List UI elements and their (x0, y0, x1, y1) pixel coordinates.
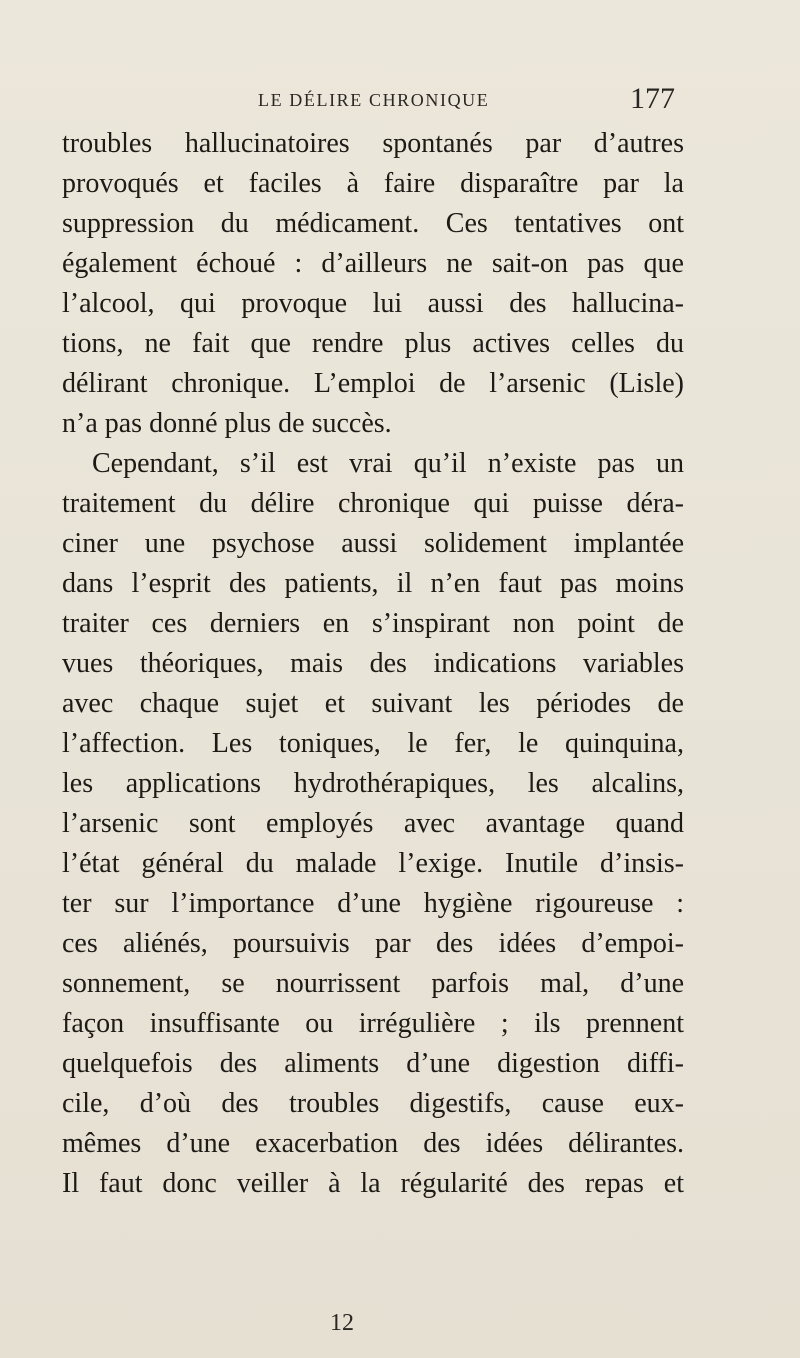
signature-mark: 12 (330, 1310, 354, 1336)
body-text (62, 124, 684, 1204)
page-number: 177 (630, 82, 675, 115)
text-line: également échoué : d’ailleurs ne sait-on pas que (62, 248, 684, 279)
text-line: vues théoriques, mais des indications variables (62, 648, 684, 679)
text-line: traiter ces derniers en s’inspirant non point de (62, 608, 684, 639)
text-line: ces aliénés, poursuivis par des idées d’empoi- (62, 928, 684, 959)
text-line: l’état général du malade l’exige. Inutile d’insis- (62, 848, 684, 879)
text-line: sonnement, se nourrissent parfois mal, d’une (62, 968, 684, 999)
text-line: façon insuffisante ou irrégulière ; ils prennent (62, 1008, 684, 1039)
text-line: ciner une psychose aussi solidement implantée (62, 528, 684, 559)
text-line: suppression du médicament. Ces tentatives ont (62, 208, 684, 239)
text-line: mêmes d’une exacerbation des idées délirantes. (62, 1128, 684, 1159)
text-line: quelquefois des aliments d’une digestion diffi- (62, 1048, 684, 1079)
text-line: provoqués et faciles à faire disparaître par la (62, 168, 684, 199)
text-line: délirant chronique. L’emploi de l’arsenic (Lisle) (62, 368, 684, 399)
text-line: l’affection. Les toniques, le fer, le quinquina, (62, 728, 684, 759)
running-title: LE DÉLIRE CHRONIQUE (258, 90, 490, 110)
page-header (0, 82, 800, 122)
text-line: l’arsenic sont employés avec avantage quand (62, 808, 684, 839)
text-line: traitement du délire chronique qui puisse déra- (62, 488, 684, 519)
text-line: n’a pas donné plus de succès. (62, 408, 392, 439)
text-line: avec chaque sujet et suivant les périodes de (62, 688, 684, 719)
text-line: troubles hallucinatoires spontanés par d’autres (62, 128, 684, 159)
text-line: ter sur l’importance d’une hygiène rigoureuse : (62, 888, 684, 919)
text-line: cile, d’où des troubles digestifs, cause eux- (62, 1088, 684, 1119)
text-line: Cependant, s’il est vrai qu’il n’existe pas un (92, 448, 684, 479)
text-line: les applications hydrothérapiques, les alcalins, (62, 768, 684, 799)
text-line: dans l’esprit des patients, il n’en faut pas moins (62, 568, 684, 599)
text-line: Il faut donc veiller à la régularité des repas et (62, 1168, 684, 1199)
text-line: l’alcool, qui provoque lui aussi des hallucina- (62, 288, 684, 319)
text-line: tions, ne fait que rendre plus actives celles du (62, 328, 684, 359)
